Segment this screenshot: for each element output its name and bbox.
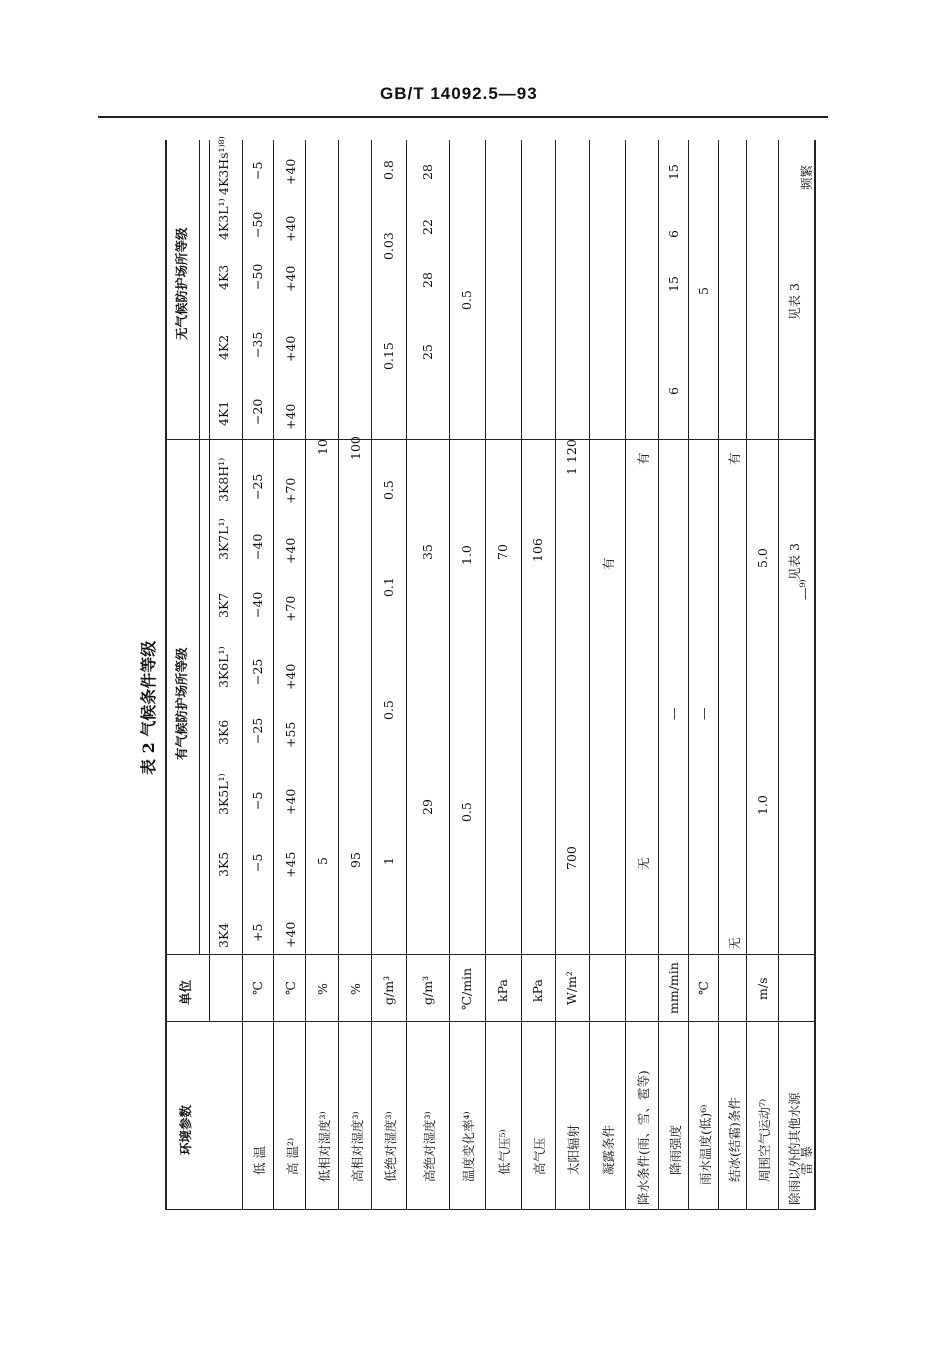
unit-divider xyxy=(209,140,210,1022)
param-label: 雷 暴 xyxy=(799,1146,814,1175)
table-top-border xyxy=(165,140,167,1210)
param-label: 降雨强度 xyxy=(668,1124,683,1175)
low-ah-value: 0.5 xyxy=(381,700,396,720)
low-ah-value: 0.8 xyxy=(381,160,396,180)
temp-rate-value: 1.0 xyxy=(459,545,474,565)
param-unit: mm/min xyxy=(666,962,681,1014)
param-label: 温度变化率⁴⁾ xyxy=(461,1111,476,1182)
row-divider xyxy=(718,140,719,1210)
param-label: 高相对湿度³⁾ xyxy=(350,1111,365,1182)
param-label: 雨水温度(低)⁶⁾ xyxy=(698,1104,713,1185)
high-ah-value: 25 xyxy=(420,344,435,360)
high-ah-value: 35 xyxy=(420,544,435,560)
param-unit: % xyxy=(315,983,330,995)
row-divider xyxy=(658,140,659,1210)
row-divider xyxy=(406,140,407,1210)
low-temp-value: −25 xyxy=(250,473,265,500)
low-temp-value: −35 xyxy=(250,331,265,358)
param-label: 周围空气运动⁷⁾ xyxy=(757,1098,772,1182)
param-label: 低 温 xyxy=(252,1146,267,1175)
class-code: 4K1 xyxy=(216,400,231,426)
row-divider xyxy=(589,140,590,1210)
param-label: 低绝对湿度³⁾ xyxy=(383,1111,398,1182)
rotated-table xyxy=(128,136,818,1210)
class-code: 3K5L¹⁾ xyxy=(216,773,231,815)
high-temp-value: +45 xyxy=(283,851,298,878)
rain-temp-value: — xyxy=(696,707,711,720)
class-code: 4K3L¹⁾ xyxy=(216,198,231,240)
class-code: 3K6 xyxy=(216,719,231,745)
param-label: 结冰(结霜)条件 xyxy=(727,1097,742,1182)
low-temp-value: −40 xyxy=(250,591,265,618)
low-temp-value: −5 xyxy=(250,791,265,810)
low-ah-value: 0.1 xyxy=(381,577,396,597)
low-temp-value: −5 xyxy=(250,161,265,180)
row-divider xyxy=(778,140,779,1210)
low-temp-value: −20 xyxy=(250,398,265,425)
header-rule xyxy=(98,116,828,118)
rain-temp-value: 5 xyxy=(696,287,711,295)
class-code: 3K5 xyxy=(216,851,231,877)
param-label: 除雨以外的其他水源 xyxy=(787,1092,802,1205)
low-ah-value: 1 xyxy=(381,857,396,865)
temp-rate-value: 0.5 xyxy=(459,290,474,310)
table-caption: 表 2 气候条件等级 xyxy=(139,640,158,775)
high-ah-value: 28 xyxy=(420,272,435,288)
high-ah-value: 28 xyxy=(420,164,435,180)
air-movement-value: 5.0 xyxy=(755,548,770,568)
param-label: 降水条件(雨、雪、雹等) xyxy=(636,1070,651,1205)
row-divider xyxy=(688,140,689,1210)
high-temp-value: +40 xyxy=(283,788,298,815)
row-divider xyxy=(485,140,486,1210)
class-code: 4K2 xyxy=(216,334,231,360)
param-unit: kPa xyxy=(530,979,545,1002)
param-unit: % xyxy=(348,983,363,995)
class-code: 4K3 xyxy=(216,264,231,290)
group-divider xyxy=(199,140,200,955)
row-divider xyxy=(555,140,556,1210)
high-temp-value: +55 xyxy=(283,721,298,748)
other-water-value: 见表 3 xyxy=(787,283,802,320)
param-unit: g/m³ xyxy=(381,975,396,1005)
sheltered-header: 有气候防护场所等级 xyxy=(174,647,189,760)
row-divider xyxy=(338,140,339,1210)
standard-number: GB/T 14092.5—93 xyxy=(380,84,538,103)
solar-value: 1 120 xyxy=(564,439,579,475)
air-movement-value: 1.0 xyxy=(755,795,770,815)
low-temp-value: −5 xyxy=(250,853,265,872)
high-temp-value: +40 xyxy=(283,158,298,185)
precipitation-value: 有 xyxy=(636,452,651,465)
rain-intensity-value: 6 xyxy=(666,387,681,395)
rain-intensity-value: 6 xyxy=(666,230,681,238)
thunder-value: 频繁 xyxy=(799,164,814,190)
param-label: 高 温²⁾ xyxy=(285,1137,300,1175)
param-label: 低相对湿度³⁾ xyxy=(317,1111,332,1182)
high-rh-value: 95 xyxy=(348,852,363,868)
high-ah-value: 29 xyxy=(420,799,435,815)
param-unit: ℃/min xyxy=(459,967,474,1010)
rain-intensity-value: — xyxy=(666,707,681,720)
row-divider xyxy=(371,140,372,1210)
row-divider xyxy=(305,140,306,1210)
low-temp-value: −25 xyxy=(250,717,265,744)
high-temp-value: +40 xyxy=(283,537,298,564)
low-pressure-value: 70 xyxy=(495,544,510,560)
unit-header: 单位 xyxy=(178,979,193,1005)
param-label: 凝露条件 xyxy=(601,1124,616,1175)
param-label: 低气压⁵⁾ xyxy=(497,1129,512,1175)
row-divider xyxy=(625,140,626,1210)
row-divider xyxy=(746,140,747,1210)
class-code: 3K4 xyxy=(216,922,231,948)
icing-value: 有 xyxy=(727,452,742,465)
low-temp-value: −25 xyxy=(250,658,265,685)
high-ah-value: 22 xyxy=(420,219,435,235)
low-ah-value: 0.15 xyxy=(381,342,396,370)
other-water-value: 见表 3 xyxy=(787,543,802,580)
row-divider xyxy=(242,140,243,1210)
low-rh-value: 5 xyxy=(315,857,330,865)
unsheltered-header: 无气候防护场所等级 xyxy=(174,227,189,340)
rain-intensity-value: 15 xyxy=(666,164,681,180)
rain-intensity-value: 15 xyxy=(666,276,681,292)
high-temp-value: +40 xyxy=(283,265,298,292)
param-label: 高绝对湿度³⁾ xyxy=(422,1111,437,1182)
high-temp-value: +70 xyxy=(283,477,298,504)
high-temp-value: +70 xyxy=(283,595,298,622)
param-unit: m/s xyxy=(755,977,770,1000)
high-temp-value: +40 xyxy=(283,663,298,690)
low-temp-value: −40 xyxy=(250,533,265,560)
low-temp-value: −50 xyxy=(250,211,265,238)
class-code: 3K6L¹⁾ xyxy=(216,646,231,688)
row-divider xyxy=(521,140,522,1210)
thunder-value: —⁹⁾ xyxy=(797,579,812,600)
table-bottom-border xyxy=(814,140,816,1210)
low-ah-value: 0.5 xyxy=(381,480,396,500)
precipitation-value: 无 xyxy=(636,857,651,870)
high-rh-value: 100 xyxy=(348,436,363,460)
param-unit: g/m³ xyxy=(420,975,435,1005)
solar-value: 700 xyxy=(564,846,579,870)
param-unit: ℃ xyxy=(250,981,265,995)
param-unit: W/m² xyxy=(564,971,579,1005)
high-temp-value: +40 xyxy=(283,335,298,362)
param-label: 太阳辐射 xyxy=(566,1124,581,1175)
param-unit: kPa xyxy=(495,979,510,1002)
param-unit: ℃ xyxy=(283,981,298,995)
temp-rate-value: 0.5 xyxy=(459,802,474,822)
class-code: 3K8H¹⁾ xyxy=(216,457,231,502)
icing-value: 无 xyxy=(727,937,742,950)
high-pressure-value: 106 xyxy=(530,538,545,562)
high-temp-value: +40 xyxy=(283,403,298,430)
row-divider xyxy=(449,140,450,1210)
class-code: 3K7L¹⁾ xyxy=(216,518,231,560)
param-header: 环境参数 xyxy=(178,1104,193,1155)
low-temp-value: +5 xyxy=(250,923,265,942)
param-label: 高气压 xyxy=(532,1137,547,1175)
class-code: 4K3Hs¹⁾⁸⁾ xyxy=(216,136,231,195)
row-divider xyxy=(273,140,274,1210)
low-rh-value: 10 xyxy=(315,439,330,455)
low-temp-value: −50 xyxy=(250,263,265,290)
condensation-value: 有 xyxy=(601,557,616,570)
high-temp-value: +40 xyxy=(283,215,298,242)
class-code: 3K7 xyxy=(216,592,231,618)
low-ah-value: 0.03 xyxy=(381,232,396,260)
high-temp-value: +40 xyxy=(283,921,298,948)
param-unit: ℃ xyxy=(696,981,711,995)
